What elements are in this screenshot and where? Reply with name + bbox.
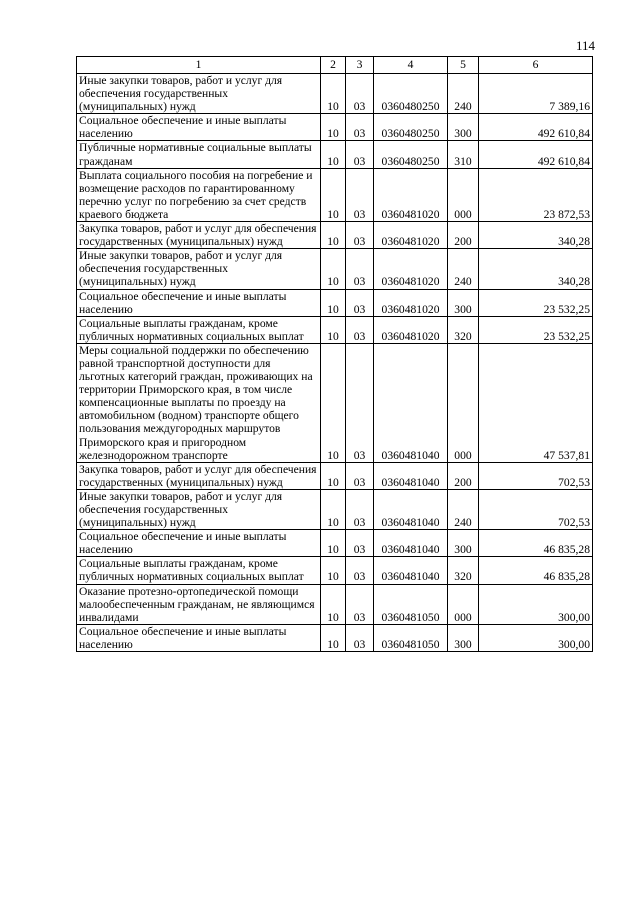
row-expense-type: 200 [448, 462, 479, 489]
row-amount: 340,28 [479, 249, 593, 289]
row-section: 10 [321, 141, 346, 168]
row-subsection: 03 [346, 316, 374, 343]
header-col-1: 1 [77, 57, 321, 74]
row-expense-type: 300 [448, 530, 479, 557]
header-col-6: 6 [479, 57, 593, 74]
row-target-article: 0360481020 [374, 222, 448, 249]
table-row [77, 343, 593, 462]
row-target-article: 0360481020 [374, 289, 448, 316]
row-amount: 492 610,84 [479, 141, 593, 168]
row-subsection: 03 [346, 462, 374, 489]
row-amount: 46 835,28 [479, 557, 593, 584]
row-section: 10 [321, 289, 346, 316]
row-amount: 23 872,53 [479, 168, 593, 221]
row-subsection: 03 [346, 289, 374, 316]
table-header [77, 57, 593, 74]
table-row [77, 557, 593, 584]
row-target-article: 0360481040 [374, 462, 448, 489]
row-subsection: 03 [346, 222, 374, 249]
row-name: Иные закупки товаров, работ и услуг для обеспечения государственных (муниципальных) нужд [77, 74, 321, 114]
row-target-article: 0360481020 [374, 168, 448, 221]
row-amount: 702,53 [479, 489, 593, 529]
row-expense-type: 240 [448, 489, 479, 529]
row-expense-type: 300 [448, 624, 479, 651]
row-name: Выплата социального пособия на погребение и возмещение расходов по гарантированному перечню услуг по погребению за счет средств краевого бюджета [77, 168, 321, 221]
table-row [77, 316, 593, 343]
row-section: 10 [321, 584, 346, 624]
row-amount: 702,53 [479, 462, 593, 489]
header-col-2: 2 [321, 57, 346, 74]
header-col-3: 3 [346, 57, 374, 74]
row-name: Закупка товаров, работ и услуг для обеспечения государственных (муниципальных) нужд [77, 462, 321, 489]
row-subsection: 03 [346, 489, 374, 529]
row-expense-type: 200 [448, 222, 479, 249]
header-row [77, 57, 593, 74]
budget-table [76, 56, 593, 652]
row-amount: 47 537,81 [479, 343, 593, 462]
row-target-article: 0360481040 [374, 557, 448, 584]
row-subsection: 03 [346, 114, 374, 141]
table-row [77, 462, 593, 489]
row-expense-type: 240 [448, 74, 479, 114]
row-section: 10 [321, 316, 346, 343]
page-number: 114 [575, 38, 595, 53]
row-expense-type: 000 [448, 584, 479, 624]
row-expense-type: 240 [448, 249, 479, 289]
row-section: 10 [321, 489, 346, 529]
table-row [77, 249, 593, 289]
row-name: Меры социальной поддержки по обеспечению равной транспортной доступности для льготных категорий граждан, проживающих на территории Приморского края, в том числе компенсационные выплаты по проезду на автомобильном (водном) транспорте общего пользования междугородных маршрутов Приморского края и пригородном железнодорожном транспорте [77, 343, 321, 462]
row-target-article: 0360481050 [374, 624, 448, 651]
row-name: Закупка товаров, работ и услуг для обеспечения государственных (муниципальных) нужд [77, 222, 321, 249]
row-target-article: 0360480250 [374, 141, 448, 168]
table-row [77, 168, 593, 221]
table-row [77, 141, 593, 168]
row-name: Социальные выплаты гражданам, кроме публичных нормативных социальных выплат [77, 316, 321, 343]
row-subsection: 03 [346, 584, 374, 624]
row-section: 10 [321, 114, 346, 141]
row-target-article: 0360481020 [374, 316, 448, 343]
header-col-5: 5 [448, 57, 479, 74]
row-expense-type: 000 [448, 168, 479, 221]
row-target-article: 0360480250 [374, 74, 448, 114]
table-row [77, 624, 593, 651]
row-section: 10 [321, 557, 346, 584]
row-subsection: 03 [346, 557, 374, 584]
row-amount: 300,00 [479, 624, 593, 651]
row-expense-type: 320 [448, 316, 479, 343]
row-target-article: 0360481040 [374, 530, 448, 557]
row-target-article: 0360481040 [374, 343, 448, 462]
row-section: 10 [321, 249, 346, 289]
row-section: 10 [321, 462, 346, 489]
row-amount: 300,00 [479, 584, 593, 624]
row-amount: 23 532,25 [479, 289, 593, 316]
row-expense-type: 000 [448, 343, 479, 462]
table-row [77, 114, 593, 141]
table-row [77, 584, 593, 624]
row-subsection: 03 [346, 141, 374, 168]
row-name: Социальное обеспечение и иные выплаты населению [77, 289, 321, 316]
row-name: Социальное обеспечение и иные выплаты населению [77, 624, 321, 651]
row-subsection: 03 [346, 624, 374, 651]
row-expense-type: 300 [448, 289, 479, 316]
row-amount: 46 835,28 [479, 530, 593, 557]
table-body [77, 74, 593, 652]
row-section: 10 [321, 74, 346, 114]
row-expense-type: 320 [448, 557, 479, 584]
row-name: Оказание протезно-ортопедической помощи малообеспеченным гражданам, не являющимся инвалидами [77, 584, 321, 624]
row-target-article: 0360481020 [374, 249, 448, 289]
row-amount: 7 389,16 [479, 74, 593, 114]
row-name: Иные закупки товаров, работ и услуг для обеспечения государственных (муниципальных) нужд [77, 489, 321, 529]
table-row [77, 530, 593, 557]
table-row [77, 489, 593, 529]
row-amount: 492 610,84 [479, 114, 593, 141]
row-section: 10 [321, 222, 346, 249]
row-expense-type: 300 [448, 114, 479, 141]
row-section: 10 [321, 624, 346, 651]
row-name: Социальные выплаты гражданам, кроме публичных нормативных социальных выплат [77, 557, 321, 584]
row-expense-type: 310 [448, 141, 479, 168]
row-amount: 23 532,25 [479, 316, 593, 343]
row-subsection: 03 [346, 343, 374, 462]
row-name: Публичные нормативные социальные выплаты гражданам [77, 141, 321, 168]
row-target-article: 0360480250 [374, 114, 448, 141]
row-target-article: 0360481040 [374, 489, 448, 529]
row-subsection: 03 [346, 74, 374, 114]
row-subsection: 03 [346, 530, 374, 557]
row-amount: 340,28 [479, 222, 593, 249]
table-row [77, 74, 593, 114]
table-row [77, 289, 593, 316]
row-subsection: 03 [346, 168, 374, 221]
row-section: 10 [321, 343, 346, 462]
table-row [77, 222, 593, 249]
row-subsection: 03 [346, 249, 374, 289]
row-name: Социальное обеспечение и иные выплаты населению [77, 530, 321, 557]
row-target-article: 0360481050 [374, 584, 448, 624]
row-section: 10 [321, 530, 346, 557]
header-col-4: 4 [374, 57, 448, 74]
row-name: Социальное обеспечение и иные выплаты населению [77, 114, 321, 141]
row-name: Иные закупки товаров, работ и услуг для обеспечения государственных (муниципальных) нужд [77, 249, 321, 289]
row-section: 10 [321, 168, 346, 221]
